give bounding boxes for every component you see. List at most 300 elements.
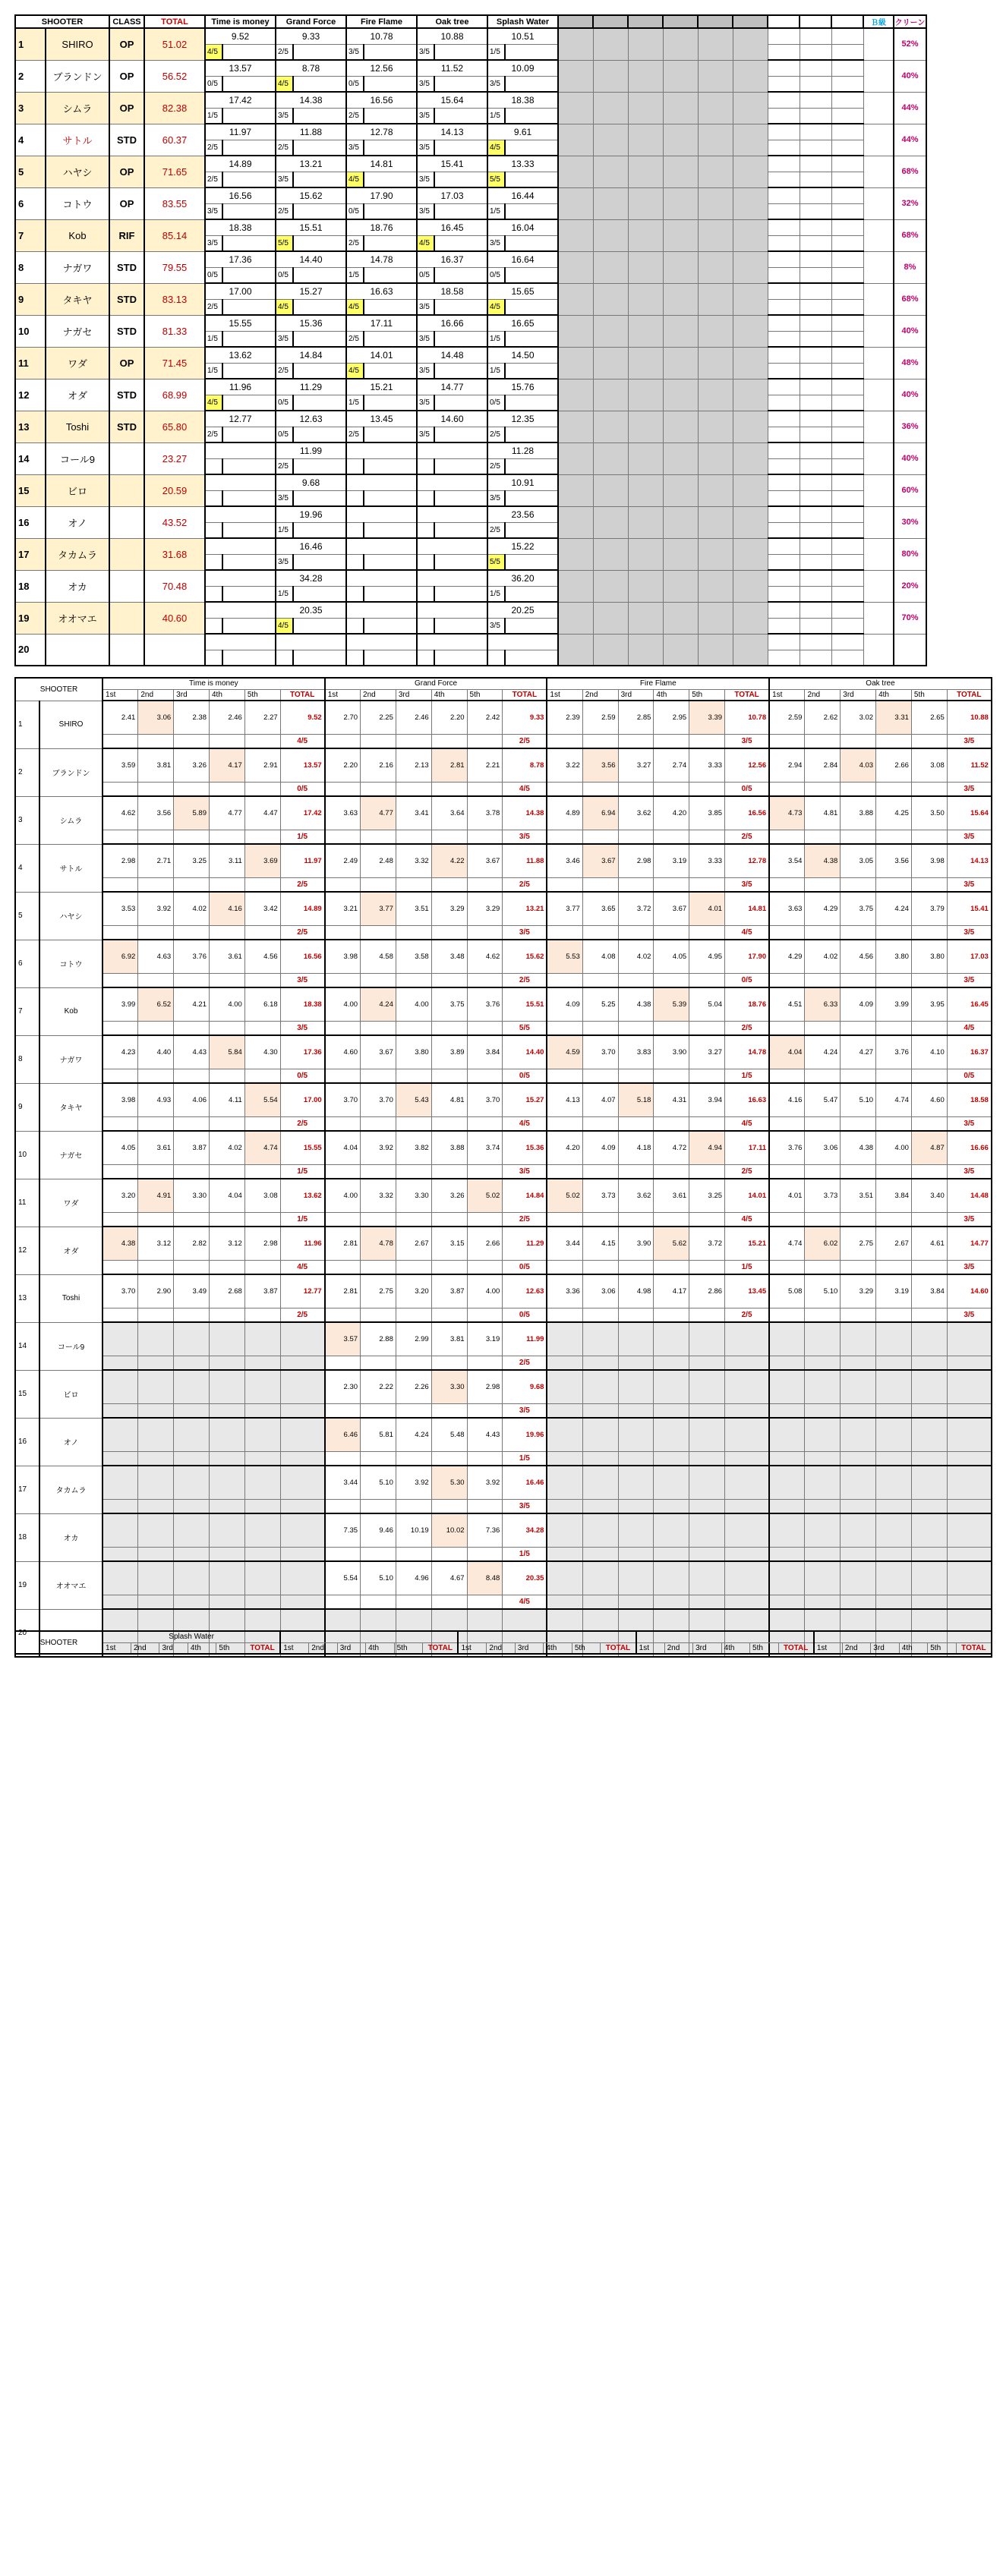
- gray-cell: [698, 156, 733, 187]
- stage-time: 9.52: [205, 28, 276, 44]
- blank: [505, 427, 558, 442]
- row-number: 19: [15, 1561, 39, 1609]
- shooter-name: オオマエ: [39, 1561, 103, 1609]
- empty-cell: [618, 1403, 654, 1418]
- shot-time: 3.80: [876, 940, 912, 973]
- shot-hit: [431, 734, 467, 748]
- gray-cell: [558, 251, 593, 283]
- stage-total: 18.58: [947, 1083, 992, 1116]
- shot-time: 3.92: [361, 1131, 396, 1164]
- shot-time: 3.06: [805, 1131, 841, 1164]
- stage-time: 15.65: [487, 283, 558, 299]
- shot-hit: [138, 1021, 174, 1035]
- blank: [434, 235, 487, 251]
- empty-cell: [769, 1466, 805, 1499]
- shot-hit: [396, 973, 431, 987]
- row-number: 12: [15, 1227, 39, 1274]
- shot-hit: [138, 877, 174, 892]
- shot-time: 4.74: [769, 1227, 805, 1260]
- total-cell: 81.33: [144, 315, 205, 347]
- shot-header: 3rd: [841, 689, 876, 701]
- blank: [800, 442, 831, 458]
- shot-time: 5.18: [618, 1083, 654, 1116]
- shot-hit: [396, 925, 431, 940]
- blank: [831, 76, 863, 92]
- gray-cell: [733, 570, 768, 602]
- blank: [831, 458, 863, 474]
- empty-cell: [947, 1547, 992, 1561]
- empty-cell: [280, 1403, 325, 1418]
- stage-hits: [417, 586, 434, 602]
- blank: [222, 554, 276, 570]
- empty-cell: [582, 1466, 618, 1499]
- stage-total: 14.77: [947, 1227, 992, 1260]
- blank: [768, 299, 800, 315]
- empty-cell: [280, 1466, 325, 1499]
- empty-cell: [654, 1499, 689, 1513]
- shot-time: 5.53: [547, 940, 582, 973]
- gray-cell: [733, 251, 768, 283]
- blank: [800, 490, 831, 506]
- gray-cell: [733, 442, 768, 474]
- shot-header: TOTAL: [280, 689, 325, 701]
- empty-cell: [725, 1513, 770, 1547]
- blank: [800, 203, 831, 219]
- stage-total: 13.62: [280, 1179, 325, 1212]
- shot-time: 3.70: [361, 1083, 396, 1116]
- shot-hit: [361, 973, 396, 987]
- shot-hit: [431, 877, 467, 892]
- shot-time: 4.04: [210, 1179, 245, 1212]
- empty-cell: [911, 1370, 947, 1403]
- shot-hit: [654, 830, 689, 844]
- shot-header: 5th: [244, 689, 280, 701]
- shot-hit: [689, 1164, 725, 1179]
- shooter-name: オノ: [39, 1418, 103, 1466]
- shot-hit: [210, 734, 245, 748]
- stage-total: 20.35: [503, 1561, 547, 1595]
- stage-hits: 1/5: [205, 108, 222, 124]
- class-cell: [109, 602, 144, 634]
- shot-time: 3.46: [547, 844, 582, 877]
- blank: [768, 156, 800, 172]
- empty-cell: [654, 1595, 689, 1609]
- shot-hit: [361, 1069, 396, 1083]
- stage-total: 14.78: [725, 1035, 770, 1069]
- stage-time: 16.56: [205, 187, 276, 203]
- total-cell: 71.45: [144, 347, 205, 379]
- stage-time: 20.25: [487, 602, 558, 618]
- empty-cell: [947, 1451, 992, 1466]
- shot-time: 2.42: [467, 701, 503, 734]
- stage-time: 18.38: [487, 92, 558, 108]
- shot-hit: [769, 925, 805, 940]
- shot-hit: [431, 1451, 467, 1466]
- shot-time: 4.00: [325, 987, 361, 1021]
- shot-time: 4.05: [654, 940, 689, 973]
- gray-cell: [663, 506, 698, 538]
- shot-hit: [431, 1547, 467, 1561]
- empty-cell: [174, 1322, 210, 1356]
- shot-hit: [582, 1308, 618, 1322]
- shot-time: 3.67: [582, 844, 618, 877]
- shot-hit: [361, 1116, 396, 1131]
- stage-hits: 2/5: [503, 1356, 547, 1370]
- shot-time: 2.98: [467, 1370, 503, 1403]
- shot-time: 5.54: [325, 1561, 361, 1595]
- shot-time: 3.99: [103, 987, 138, 1021]
- shot-header: TOTAL: [947, 689, 992, 701]
- stage-hits: 4/5: [503, 1116, 547, 1131]
- empty-cell: [805, 1513, 841, 1547]
- shot-time: 2.66: [467, 1227, 503, 1260]
- gray-cell: [628, 28, 663, 60]
- stage-time: 16.04: [487, 219, 558, 235]
- shot-hit: [582, 782, 618, 796]
- shot-time: 4.02: [805, 940, 841, 973]
- empty-cell: [805, 1499, 841, 1513]
- rank-cell: 15: [15, 474, 46, 506]
- shot-hit: [841, 734, 876, 748]
- shot-hit: [547, 1260, 582, 1274]
- empty-cell: [174, 1403, 210, 1418]
- shot-hit: [138, 925, 174, 940]
- stage-time: 13.57: [205, 60, 276, 76]
- blank: [222, 203, 276, 219]
- row-number: 15: [15, 1370, 39, 1418]
- shot-time: 4.38: [618, 987, 654, 1021]
- shot-hit: [911, 782, 947, 796]
- shot-hit: [805, 782, 841, 796]
- shot-hit: [103, 830, 138, 844]
- shot-hit: [547, 877, 582, 892]
- stage-hits: 3/5: [417, 395, 434, 411]
- blank: [800, 267, 831, 283]
- shot-time: 3.63: [769, 892, 805, 925]
- blank: [434, 554, 487, 570]
- stage-time: 10.51: [487, 28, 558, 44]
- empty-cell: [138, 1595, 174, 1609]
- empty-cell: [280, 1370, 325, 1403]
- empty-cell: [244, 1513, 280, 1547]
- gray-cell: [698, 474, 733, 506]
- shot-hit: [210, 1164, 245, 1179]
- b-class-cell: [863, 634, 894, 666]
- stage-hits: 1/5: [205, 331, 222, 347]
- shot-hit: [361, 1164, 396, 1179]
- shooter-name: [46, 634, 109, 666]
- rank-cell: 13: [15, 411, 46, 442]
- shot-time: 4.56: [244, 940, 280, 973]
- blank: [800, 379, 831, 395]
- shot-time: 3.51: [396, 892, 431, 925]
- stage-total: 15.21: [725, 1227, 770, 1260]
- shot-hit: [467, 734, 503, 748]
- gray-cell: [663, 124, 698, 156]
- blank: [800, 618, 831, 634]
- gray-cell: [628, 251, 663, 283]
- stage-total: 13.45: [725, 1274, 770, 1308]
- empty-cell: [769, 1499, 805, 1513]
- shot-time: 3.30: [174, 1179, 210, 1212]
- blank: [831, 267, 863, 283]
- stage-hits: 2/5: [276, 458, 293, 474]
- stage-total: 15.36: [503, 1131, 547, 1164]
- stage-total: 18.38: [280, 987, 325, 1021]
- shot-hit: [431, 925, 467, 940]
- stage-time: 14.38: [276, 92, 346, 108]
- empty-cell: [210, 1356, 245, 1370]
- empty-cell: [138, 1499, 174, 1513]
- shot-time: 4.40: [138, 1035, 174, 1069]
- shot-time: 4.27: [841, 1035, 876, 1069]
- shot-time: 3.02: [841, 701, 876, 734]
- empty-cell: [280, 1561, 325, 1595]
- stage-time: 17.42: [205, 92, 276, 108]
- shot-header: 1st: [636, 1642, 664, 1654]
- stage-time: 15.55: [205, 315, 276, 331]
- shot-hit: [876, 1308, 912, 1322]
- blank: [831, 650, 863, 666]
- shot-hit: [769, 1212, 805, 1227]
- stage-hits: 3/5: [276, 172, 293, 187]
- shot-hit: [396, 830, 431, 844]
- shot-hit: [689, 925, 725, 940]
- shot-hit: [876, 1069, 912, 1083]
- b-class-cell: [863, 347, 894, 379]
- empty-cell: [547, 1499, 582, 1513]
- gray-cell: [733, 379, 768, 411]
- empty-cell: [103, 1370, 138, 1403]
- shot-hit: [805, 973, 841, 987]
- blank: [293, 172, 346, 187]
- shot-time: 3.61: [138, 1131, 174, 1164]
- empty-cell: [725, 1322, 770, 1356]
- class-cell: OP: [109, 347, 144, 379]
- b-class-cell: [863, 187, 894, 219]
- stage-hits: [346, 554, 364, 570]
- shot-time: 3.53: [103, 892, 138, 925]
- blank: [800, 60, 831, 76]
- shooter-name: Toshi: [39, 1274, 103, 1322]
- shot-hit: [138, 782, 174, 796]
- clean-pct: 80%: [894, 538, 926, 570]
- stage-hits: 2/5: [276, 44, 293, 60]
- rank-cell: 2: [15, 60, 46, 92]
- stage-time: 11.97: [205, 124, 276, 140]
- shot-hit: [210, 973, 245, 987]
- shot-hit: [431, 830, 467, 844]
- gray-cell: [733, 283, 768, 315]
- shot-time: 2.59: [582, 701, 618, 734]
- shot-hit: [654, 1260, 689, 1274]
- blank: [800, 427, 831, 442]
- stage-total: 14.60: [947, 1274, 992, 1308]
- shot-time: 7.36: [467, 1513, 503, 1547]
- empty-cell: [244, 1418, 280, 1451]
- shot-time: 2.98: [244, 1227, 280, 1260]
- gray-cell: [733, 60, 768, 92]
- gray-cell: [733, 187, 768, 219]
- stage-time: 13.21: [276, 156, 346, 172]
- shot-time: 4.11: [210, 1083, 245, 1116]
- gray-cell: [558, 283, 593, 315]
- stage-hits: 0/5: [503, 1260, 547, 1274]
- stage-time: [205, 442, 276, 458]
- shot-hit: [431, 1403, 467, 1418]
- empty-cell: [689, 1322, 725, 1356]
- gray-cell: [733, 347, 768, 379]
- blank: [800, 28, 831, 44]
- stage-time: 14.48: [417, 347, 487, 363]
- stage-hits: 4/5: [276, 618, 293, 634]
- class-cell: OP: [109, 60, 144, 92]
- stage-time: 34.28: [276, 570, 346, 586]
- shot-time: 4.96: [396, 1561, 431, 1595]
- shot-time: 4.61: [911, 1227, 947, 1260]
- shot-hit: [361, 1595, 396, 1609]
- blank: [364, 172, 417, 187]
- shot-time: 3.76: [769, 1131, 805, 1164]
- stage-hits: 3/5: [947, 734, 992, 748]
- shot-time: 4.03: [841, 748, 876, 782]
- stage-time: 15.22: [487, 538, 558, 554]
- gray-cell: [628, 506, 663, 538]
- empty-cell: [582, 1403, 618, 1418]
- blank: [768, 235, 800, 251]
- class-cell: [109, 634, 144, 666]
- shot-hit: [805, 925, 841, 940]
- shot-hit: [547, 830, 582, 844]
- blank: [293, 44, 346, 60]
- shot-time: 4.38: [103, 1227, 138, 1260]
- shot-hit: [103, 973, 138, 987]
- shooter-name: タキヤ: [46, 283, 109, 315]
- shooter-name: ハヤシ: [39, 892, 103, 940]
- shot-time: 4.16: [210, 892, 245, 925]
- shooter-name: ブランドン: [46, 60, 109, 92]
- shot-hit: [244, 782, 280, 796]
- stage-hits: 2/5: [205, 427, 222, 442]
- stage-hits: 3/5: [417, 172, 434, 187]
- empty-cell: [138, 1418, 174, 1451]
- blank: [505, 586, 558, 602]
- blank: [831, 618, 863, 634]
- gray-cell: [628, 187, 663, 219]
- shot-hit: [174, 1116, 210, 1131]
- shot-hit: [841, 1164, 876, 1179]
- gray-cell: [558, 602, 593, 634]
- empty-cell: [841, 1513, 876, 1547]
- empty-cell: [547, 1513, 582, 1547]
- row-number: 10: [15, 1131, 39, 1179]
- shot-time: 3.67: [361, 1035, 396, 1069]
- stage-time: 23.56: [487, 506, 558, 522]
- blank: [434, 618, 487, 634]
- stage-hits: 3/5: [947, 830, 992, 844]
- stage-time: [417, 570, 487, 586]
- gray-cell: [663, 315, 698, 347]
- gray-cell: [698, 92, 733, 124]
- shot-hit: [244, 1308, 280, 1322]
- stage-time: 10.88: [417, 28, 487, 44]
- shooter-name: オオマエ: [46, 602, 109, 634]
- stage-time: 12.77: [205, 411, 276, 427]
- blank: [768, 602, 800, 618]
- empty-cell: [947, 1561, 992, 1595]
- blank: [364, 44, 417, 60]
- blank: [800, 522, 831, 538]
- stage-hits: 2/5: [276, 140, 293, 156]
- shot-time: 3.51: [841, 1179, 876, 1212]
- empty-cell: [947, 1499, 992, 1513]
- shot-time: 3.63: [325, 796, 361, 830]
- shot-time: 3.54: [769, 844, 805, 877]
- empty-cell: [103, 1547, 138, 1561]
- empty-cell: [138, 1370, 174, 1403]
- empty-cell: [689, 1513, 725, 1547]
- shot-time: 3.19: [876, 1274, 912, 1308]
- empty-cell: [244, 1561, 280, 1595]
- row-number: 6: [15, 940, 39, 987]
- empty-cell: [244, 1547, 280, 1561]
- shot-header: 5th: [216, 1642, 244, 1654]
- stage-hits: 2/5: [205, 299, 222, 315]
- empty-cell: [769, 1561, 805, 1595]
- shot-time: 3.84: [467, 1035, 503, 1069]
- empty-cell: [654, 1547, 689, 1561]
- shot-hit: [618, 1164, 654, 1179]
- gray-cell: [698, 187, 733, 219]
- shot-hit: [174, 1164, 210, 1179]
- gray-cell: [558, 156, 593, 187]
- shot-time: 4.00: [210, 987, 245, 1021]
- blank: [768, 618, 800, 634]
- shooter-header: SHOOTER: [15, 1631, 103, 1654]
- row-number: 2: [15, 748, 39, 796]
- blank: [831, 570, 863, 586]
- blank: [222, 458, 276, 474]
- shot-time: 3.12: [138, 1227, 174, 1260]
- gray-cell: [593, 538, 628, 570]
- shot-hit: [103, 877, 138, 892]
- empty-cell: [725, 1547, 770, 1561]
- shot-time: 4.10: [911, 1035, 947, 1069]
- empty-cell: [654, 1451, 689, 1466]
- empty-cell: [174, 1451, 210, 1466]
- shot-hit: [805, 1308, 841, 1322]
- stage-hits: [205, 618, 222, 634]
- empty-cell: [210, 1322, 245, 1356]
- empty-cell: [210, 1513, 245, 1547]
- stage-total: 12.63: [503, 1274, 547, 1308]
- shot-hit: [174, 1308, 210, 1322]
- stage-header: Time is money: [103, 678, 325, 689]
- stage-hits: 3/5: [487, 618, 505, 634]
- blank: [800, 506, 831, 522]
- gray-cell: [698, 60, 733, 92]
- stage-time: 17.11: [346, 315, 417, 331]
- class-cell: [109, 506, 144, 538]
- gray-cell: [698, 442, 733, 474]
- shot-time: 3.30: [396, 1179, 431, 1212]
- shot-hit: [244, 925, 280, 940]
- shot-time: 3.67: [467, 844, 503, 877]
- stage-hits: 0/5: [205, 267, 222, 283]
- shot-hit: [876, 877, 912, 892]
- shooter-name: タカムラ: [39, 1466, 103, 1513]
- stage-hits: 2/5: [503, 877, 547, 892]
